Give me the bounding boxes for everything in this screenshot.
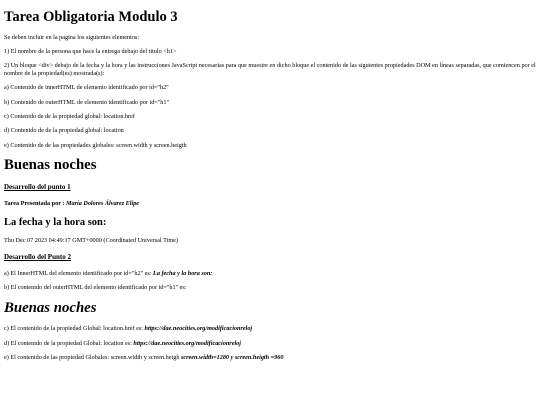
result-c xyxy=(4,325,252,333)
result-a xyxy=(4,270,212,278)
greeting-heading: Buenas noches xyxy=(4,157,97,173)
result-b: b) El contenido del outerHTML del elemento identificado por id="h1" es: xyxy=(4,284,187,291)
result-a-label: a) El InnerHTML del elemento identificado por id="h2" es: xyxy=(4,270,154,277)
author-name: María Dolores Álvarez Elipe xyxy=(66,200,140,207)
result-a-value: La fecha y la hora son: xyxy=(153,270,213,277)
result-e xyxy=(4,354,283,362)
greeting-heading-italic: Buenas noches xyxy=(4,300,97,316)
result-d-label: d) El contenido de la propiedad Global: location es: xyxy=(4,340,134,347)
requirement-1: 1) El nombre de la persona que hace la entrega debajo del titulo <h1> xyxy=(4,48,177,55)
page-title: Tarea Obligatoria Modulo 3 xyxy=(4,9,178,25)
section-1-heading: Desarrollo del punto 1 xyxy=(4,183,71,191)
result-c-value: https://dae.neocities.org/modificacionreloj xyxy=(144,325,253,332)
requirement-c: c) Contenido de de la propiedad global: location.href xyxy=(4,113,135,120)
result-d xyxy=(4,340,241,348)
requirement-e: e) Contenido de de las propiedades globales: screen.width y screen.heigth xyxy=(4,142,187,149)
requirement-a: a) Contenido de innerHTML de elemento identificado por id="h2" xyxy=(4,84,169,91)
datetime-value: Thu Dec 07 2023 04:49:17 GMT+0000 (Coordinated Universal Time) xyxy=(4,237,178,244)
section-2-heading: Desarrollo del Punto 2 xyxy=(4,253,71,261)
author-label: Tarea Presentada por : xyxy=(4,200,66,207)
datetime-heading: La fecha y la hora son: xyxy=(4,217,107,228)
result-d-value: https://dae.neocities.org/modificacionreloj xyxy=(133,340,241,347)
requirement-2: 2) Un bloque <div> debajo de la fecha y la hora y las instrucciones JavaScript necesarias para que muestre en dicho bloque el contenido de las siguientes propiedades DOM en líneas separadas, que comiencen por el nombre de la propiedad(es) mostrada(s): xyxy=(4,62,536,77)
result-e-value: screen.width=1280 y screen.heigth =960 xyxy=(180,354,284,361)
result-c-label: c) El contenido de la propiedad Global: location.href es: xyxy=(4,325,145,332)
intro-text: Se deben incluir en la pagina los siguientes elementos: xyxy=(4,34,140,41)
requirement-d: d) Contenido de de la propiedad global: location xyxy=(4,127,124,134)
requirement-b: b) Contenido de outerHTML de elemento identificado por id="h1" xyxy=(4,99,170,106)
author-line xyxy=(4,200,139,208)
result-e-label: e) El contenido de las propiedad Globales: screen.width y screen.heigh xyxy=(4,354,181,361)
